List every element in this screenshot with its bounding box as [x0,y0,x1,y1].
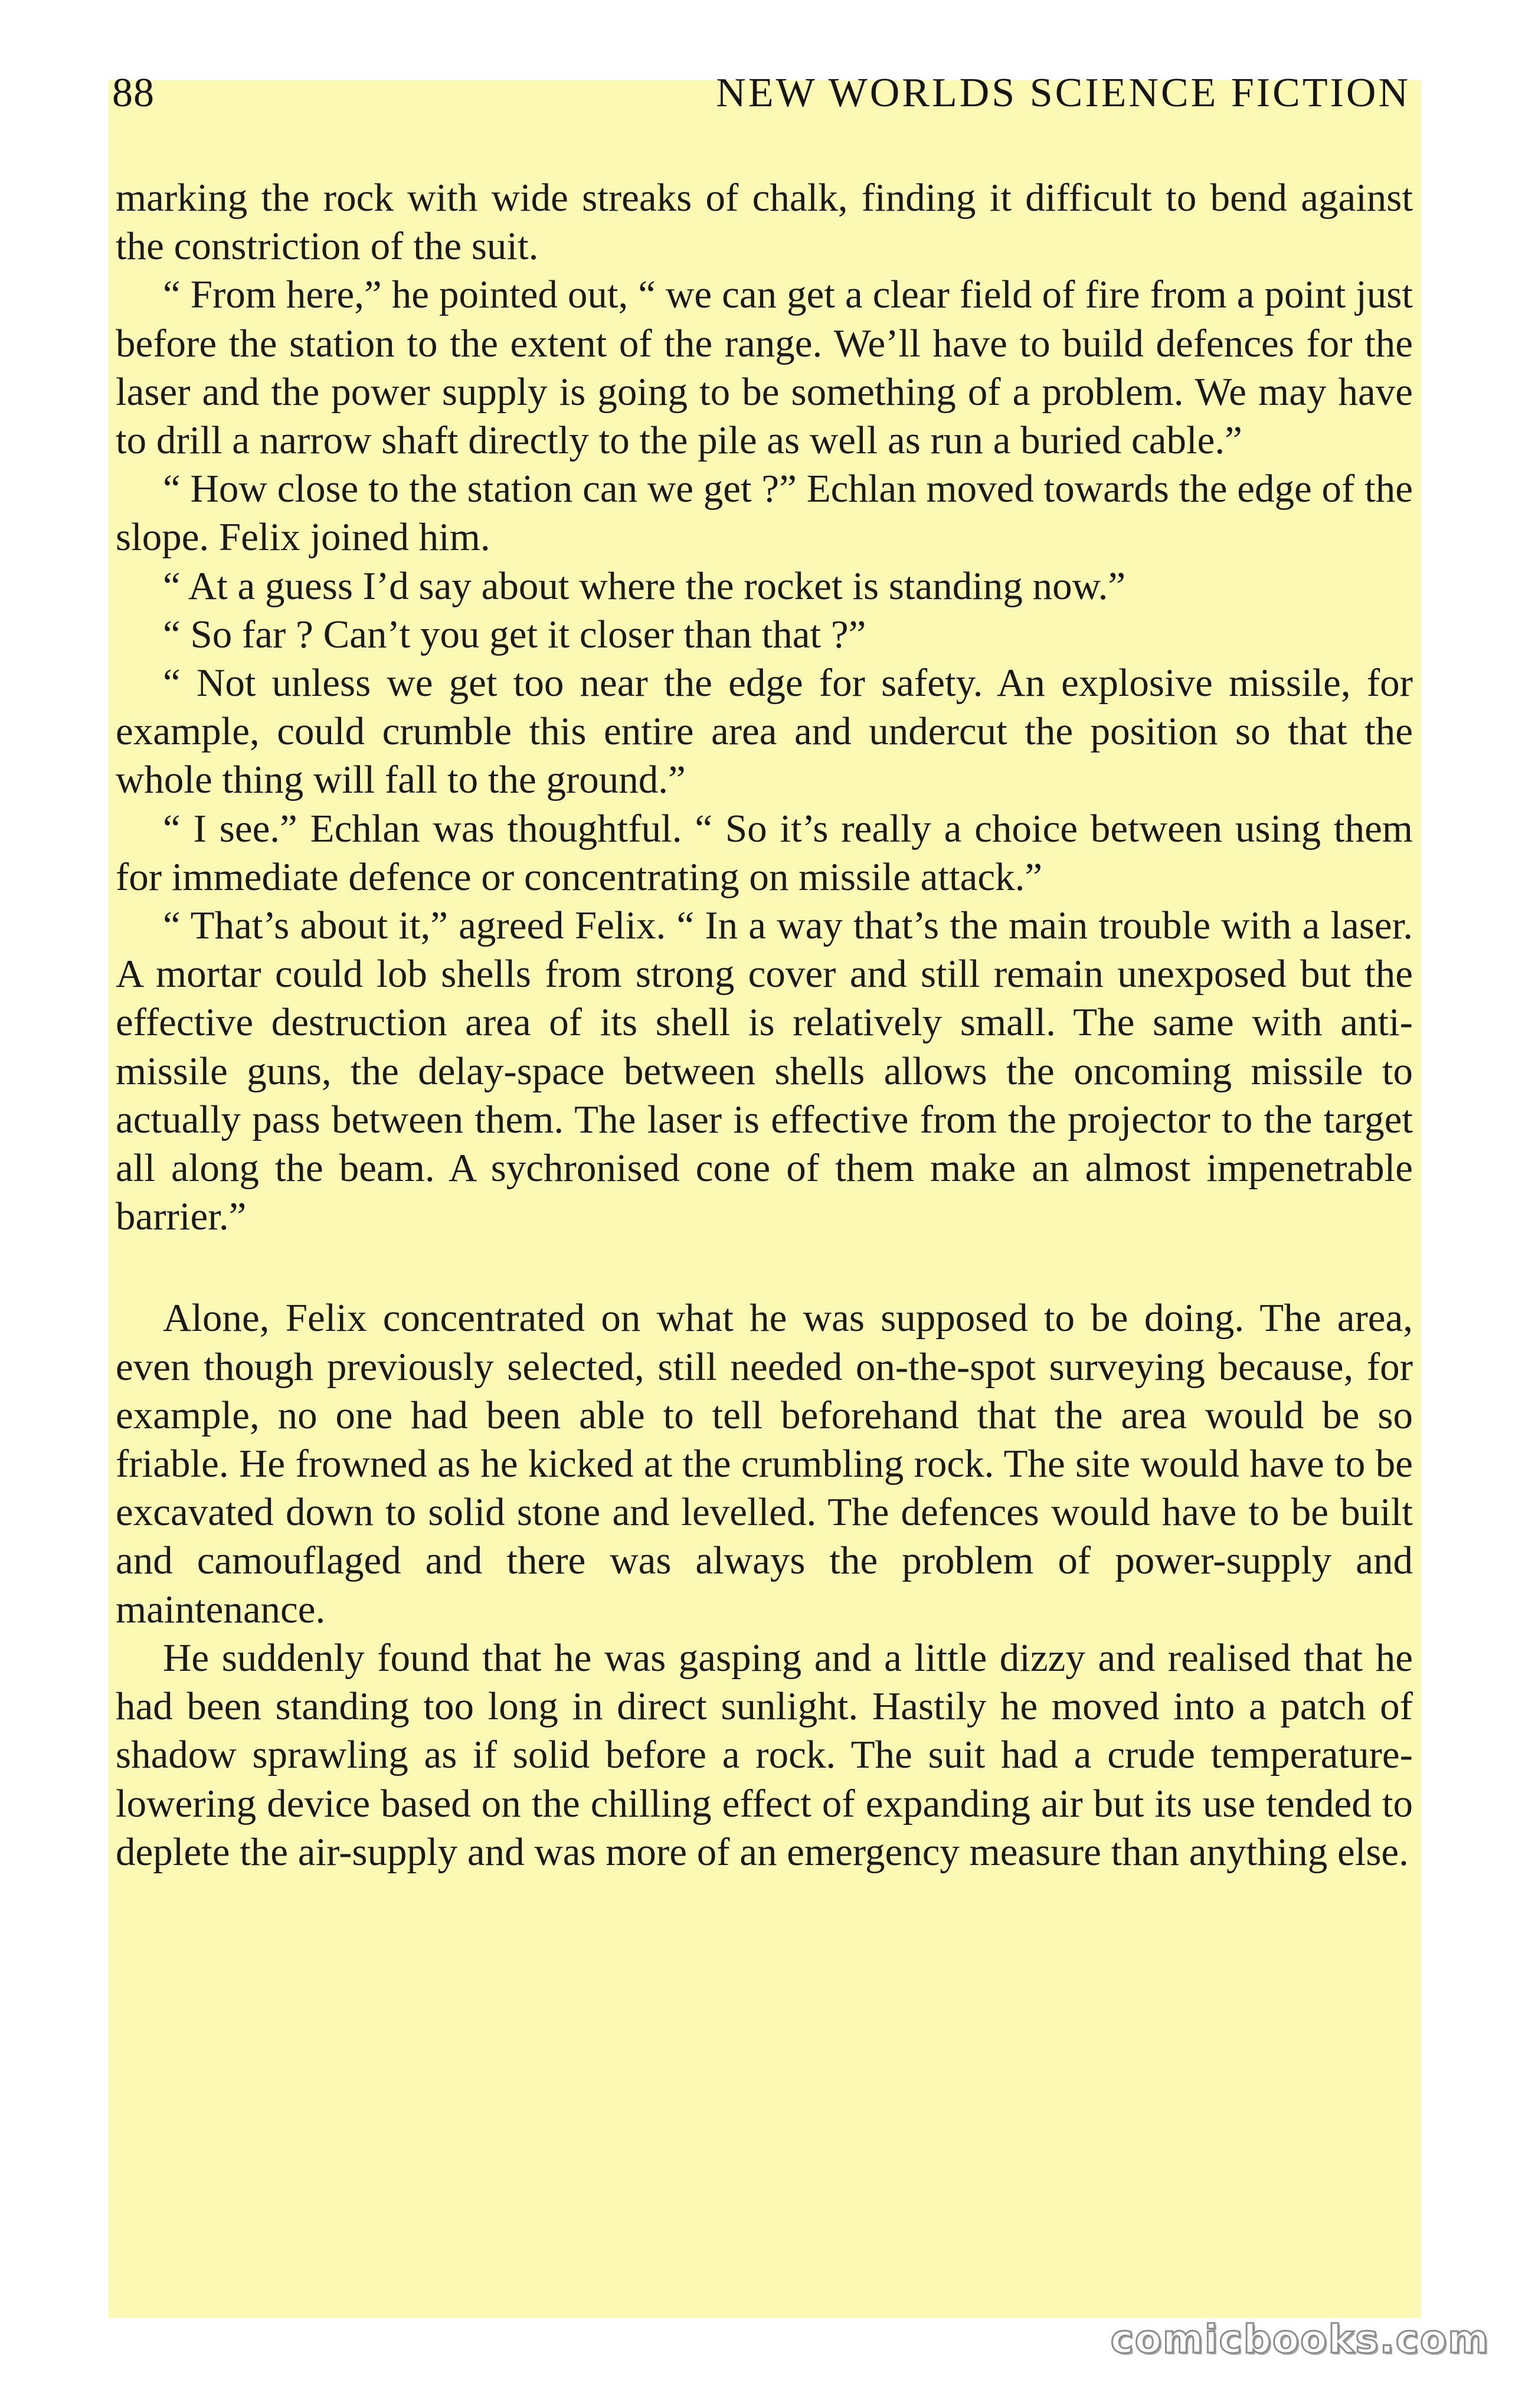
story-text [116,174,1413,1876]
page-header [112,70,1411,135]
paragraph: marking the rock with wide streaks of chalk, finding it difficult to bend against the constriction of the suit. [116,176,1413,269]
paragraph: He suddenly found that he was gasping and a little dizzy and realised that he had been standing too long in direct sunlight. Hastily he moved into a patch of shadow sprawling as if solid before a rock. The suit had a crude temperature-lowering device based on the chilling effect of expanding air but its use tended to deplete the air-supply and was more of an emergency measure than anything else. [116,1635,1413,1874]
paragraph: “ From here,” he pointed out, “ we can get a clear field of fire from a point just before the station to the extent of the range. We’ll have to build defences for the laser and the power supply is going to be something of a problem. We may have to drill a narrow shaft directly to the pile as well as run a buried cable.” [116,273,1413,463]
paragraph: “ That’s about it,” agreed Felix. “ In a way that’s the main trouble with a laser. A mortar could lob shells from strong cover and still remain unexposed but the effective destruction area of its shell is relatively small. The same with anti-missile guns, the delay-space between shells allows the oncoming missile to actually pass between them. The laser is effective from the projector to the target all along the beam. A sychronised cone of them make an almost impenetrable barrier.” [116,904,1413,1239]
paragraph: Alone, Felix concentrated on what he was supposed to be doing. The area, even though previously selected, still needed on-the-spot surveying because, for example, no one had been able to tell beforehand that the area would be so friable. He frowned as he kicked at the crumbling rock. The site would have to be excavated down to solid stone and levelled. The defences would have to be built and camouflaged and there was always the problem of power-supply and maintenance. [116,1296,1413,1631]
page-number: 88 [112,70,155,116]
running-head: NEW WORLDS SCIENCE FICTION [716,70,1411,116]
watermark-logo: comicbooks.com [1110,2317,1490,2362]
paragraph: “ I see.” Echlan was thoughtful. “ So it’s really a choice between using them for immediate defence or concentrating on missile attack.” [116,806,1413,899]
paragraph: “ How close to the station can we get ?” Echlan moved towards the edge of the slope. Felix joined him. [116,467,1413,560]
paragraph: “ Not unless we get too near the edge for safety. An explosive missile, for example, could crumble this entire area and undercut the position so that the whole thing will fall to the ground.” [116,661,1413,802]
paragraph: “ So far ? Can’t you get it closer than that ?” [163,612,866,656]
paragraph: “ At a guess I’d say about where the rocket is standing now.” [163,564,1126,608]
